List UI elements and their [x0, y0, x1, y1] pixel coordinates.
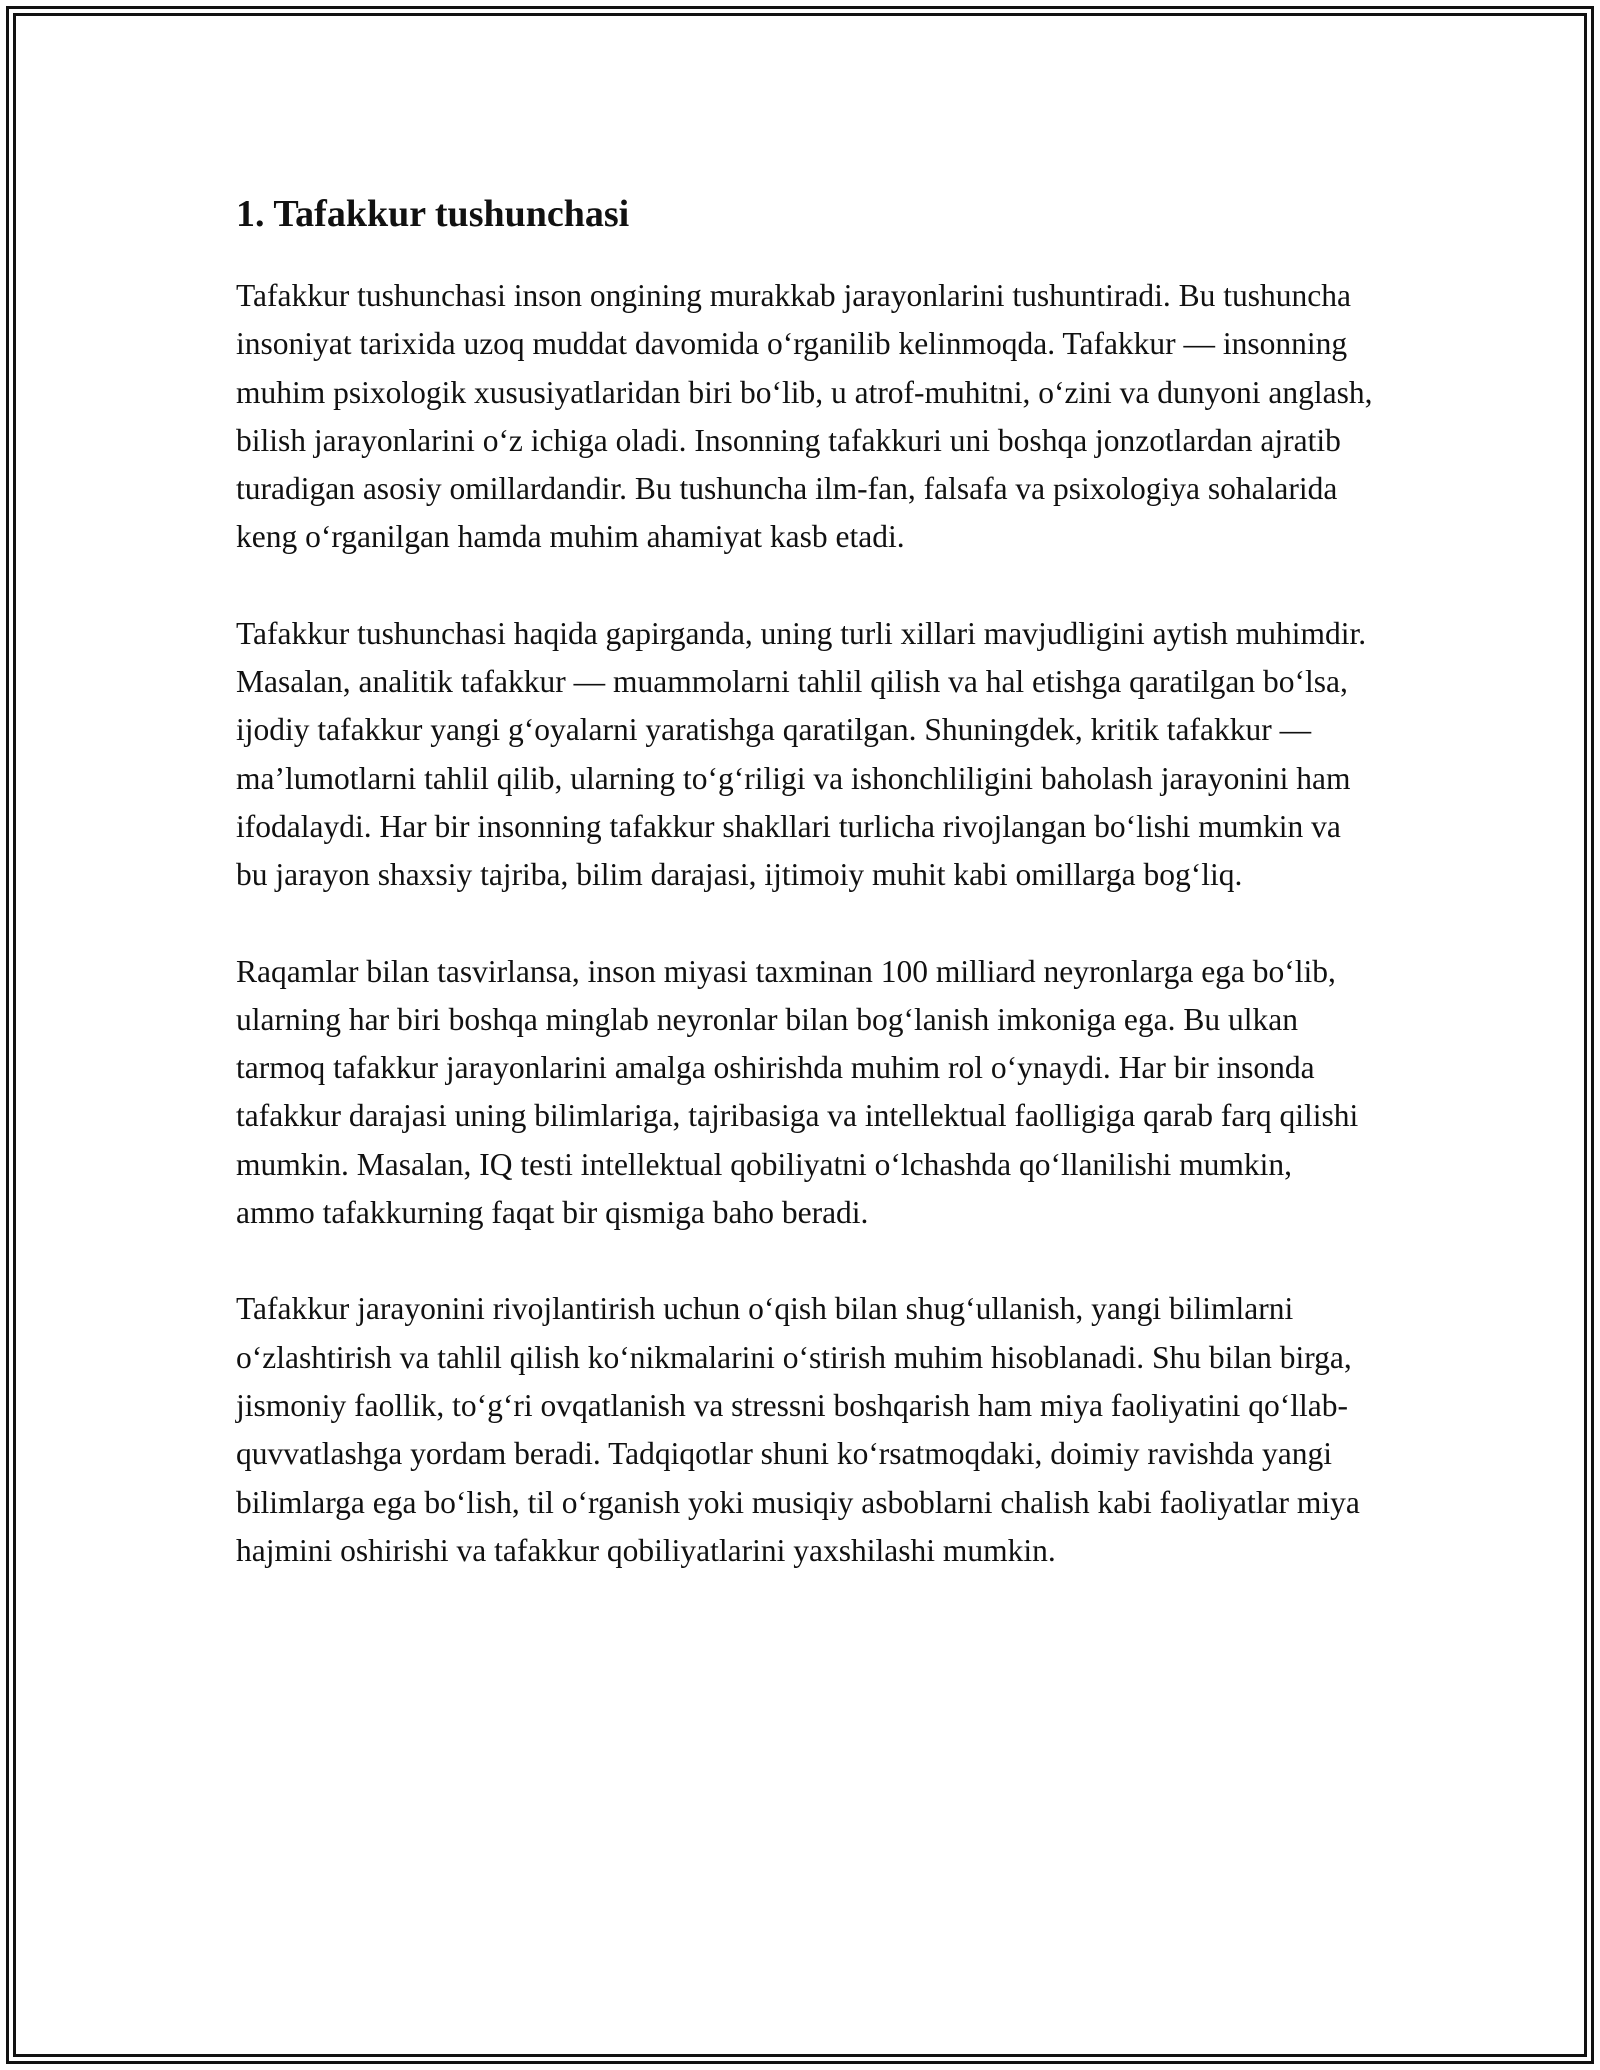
paragraph-1: Tafakkur tushunchasi inson ongining murakkab jarayonlarini tushuntiradi. Bu tushuncha insoniyat tarixida uzoq muddat davomida oʻrganilib kelinmoqda. Tafakkur — insonning muhim psixologik xususiyatlaridan biri boʻlib, u atrof-muhitni, oʻzini va dunyoni anglash, bilish jarayonlarini oʻz ichiga oladi. Insonning tafakkuri uni boshqa jonzotlardan ajratib turadigan asosiy omillardandir. Bu tushuncha ilm-fan, falsafa va psixologiya sohalarida keng oʻrganilgan hamda muhim ahamiyat kasb etadi.: [236, 278, 1373, 555]
paragraph-3: Raqamlar bilan tasvirlansa, inson miyasi taxminan 100 milliard neyronlarga ega boʻlib, ularning har biri boshqa minglab neyronlar bilan bogʻlanish imkoniga ega. Bu ulkan tarmoq tafakkur jarayonlarini amalga oshirishda muhim rol oʻynaydi. Har bir insonda tafakkur darajasi uning bilimlariga, tajribasiga va intellektual faolligiga qarab farq qilishi mumkin. Masalan, IQ testi intellektual qobiliyatni oʻlchashda qoʻllanilishi mumkin, ammo tafakkurning faqat bir qismiga baho beradi.: [236, 953, 1359, 1231]
paragraph-4: Tafakkur jarayonini rivojlantirish uchun oʻqish bilan shugʻullanish, yangi bilimlarni oʻzlashtirish va tahlil qilish koʻnikmalarini oʻstirish muhim hisoblanadi. Shu bilan birga, jismoniy faollik, toʻgʻri ovqatlanish va stressni boshqarish ham miya faoliyatini qoʻllab-quvvatlashga yordam beradi. Tadqiqotlar shuni koʻrsatmoqdaki, doimiy ravishda yangi bilimlarga ega boʻlish, til oʻrganish yoki musiqiy asboblarni chalish kabi faoliyatlar miya hajmini oshirishi va tafakkur qobiliyatlarini yaxshilashi mumkin.: [236, 1291, 1360, 1568]
paragraph-2: Tafakkur tushunchasi haqida gapirganda, uning turli xillari mavjudligini aytish muhimdir. Masalan, analitik tafakkur — muammolarni tahlil qilish va hal etishga qaratilgan boʻlsa, ijodiy tafakkur yangi gʻoyalarni yaratishga qaratilgan. Shuningdek, kritik tafakkur — maʼlumotlarni tahlil qilib, ularning toʻgʻriligi va ishonchliligini baholash jarayonini ham ifodalaydi. Har bir insonning tafakkur shakllari turlicha rivojlangan boʻlishi mumkin va bu jarayon shaxsiy tajriba, bilim darajasi, ijtimoiy muhit kabi omillarga bogʻliq.: [236, 615, 1367, 893]
section-heading: 1. Tafakkur tushunchasi: [236, 193, 630, 235]
document-body: [236, 186, 1376, 1623]
